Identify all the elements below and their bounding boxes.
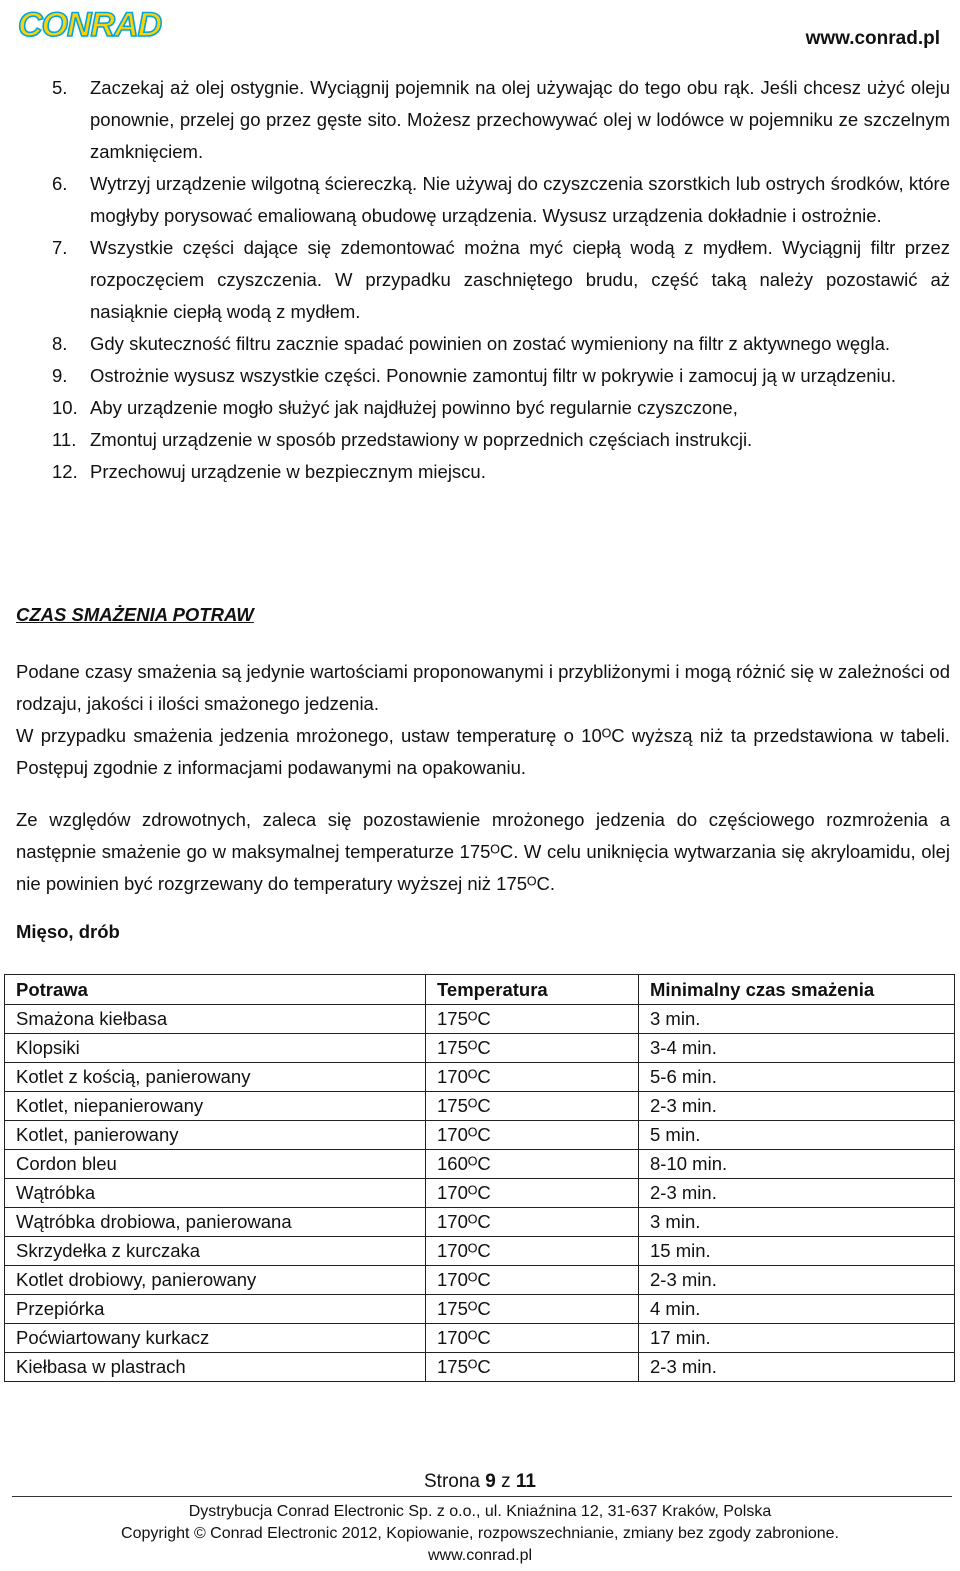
- cell-min-time: 17 min.: [639, 1324, 955, 1353]
- step-item: [16, 168, 950, 232]
- cell-min-time: 15 min.: [639, 1237, 955, 1266]
- step-item: [16, 392, 950, 424]
- cell-temperature: 170ᴼC: [426, 1063, 639, 1092]
- col-header-temperature: Temperatura: [426, 975, 639, 1005]
- step-item: [16, 328, 950, 360]
- health-paragraph: Ze względów zdrowotnych, zaleca się pozostawienie mrożonego jedzenia do częściowego rozmrożenia a następnie smażenie go w maksymalnej temperaturze 175ᴼC. W celu uniknięcia wytwarzania się akryloamidu, olej nie powinien być rozgrzewany do temperatury wyższej niż 175ᴼC.: [16, 809, 950, 894]
- cell-min-time: 5-6 min.: [639, 1063, 955, 1092]
- page-total: 11: [515, 1471, 536, 1492]
- cell-dish: Poćwiartowany kurkacz: [5, 1324, 426, 1353]
- cleaning-steps-list: [16, 72, 950, 488]
- table-row: [5, 1150, 955, 1179]
- cell-temperature: 170ᴼC: [426, 1179, 639, 1208]
- step-text: Wszystkie części dające się zdemontować można myć ciepłą wodą z mydłem. Wyciągnij filtr przez rozpoczęciem czyszczenia. W przypadku zaschniętego brudu, część taką należy pozostawić aż nasiąknie ciepłą wodą z mydłem.: [90, 237, 950, 322]
- cell-dish: Kotlet, panierowany: [5, 1121, 426, 1150]
- cell-dish: Kotlet z kością, panierowany: [5, 1063, 426, 1092]
- step-number: 9.: [52, 365, 68, 386]
- table-row: [5, 1121, 955, 1150]
- step-item: [16, 424, 950, 456]
- step-number: 12.: [52, 461, 78, 482]
- step-item: [16, 232, 950, 328]
- footer-url: www.conrad.pl: [427, 1547, 533, 1564]
- cell-min-time: 2-3 min.: [639, 1266, 955, 1295]
- cell-temperature: 160ᴼC: [426, 1150, 639, 1179]
- step-text: Przechowuj urządzenie w bezpiecznym miejscu.: [90, 461, 486, 482]
- cell-temperature: 170ᴼC: [426, 1121, 639, 1150]
- meat-poultry-heading: Mięso, drób: [16, 921, 120, 942]
- cell-min-time: 4 min.: [639, 1295, 955, 1324]
- cell-min-time: 2-3 min.: [639, 1353, 955, 1382]
- table-row: [5, 1179, 955, 1208]
- cell-dish: Smażona kiełbasa: [5, 1005, 426, 1034]
- step-text: Aby urządzenie mogło służyć jak najdłużej powinno być regularnie czyszczone,: [90, 397, 738, 418]
- page-sep: z: [501, 1471, 511, 1492]
- step-item: [16, 360, 950, 392]
- table-row: [5, 1092, 955, 1121]
- step-text: Gdy skuteczność filtru zacznie spadać powinien on zostać wymieniony na filtr z aktywnego węgla.: [90, 333, 890, 354]
- step-item: [16, 456, 950, 488]
- cell-min-time: 3-4 min.: [639, 1034, 955, 1063]
- cell-dish: Wątróbka drobiowa, panierowana: [5, 1208, 426, 1237]
- col-header-dish: Potrawa: [5, 975, 426, 1005]
- cell-dish: Skrzydełka z kurczaka: [5, 1237, 426, 1266]
- step-number: 7.: [52, 237, 68, 258]
- cell-temperature: 170ᴼC: [426, 1237, 639, 1266]
- cell-temperature: 170ᴼC: [426, 1266, 639, 1295]
- cell-dish: Wątróbka: [5, 1179, 426, 1208]
- step-number: 10.: [52, 397, 78, 418]
- step-text: Ostrożnie wysusz wszystkie części. Ponownie zamontuj filtr w pokrywie i zamocuj ją w urządzeniu.: [90, 365, 897, 386]
- step-number: 11.: [52, 429, 77, 450]
- cell-temperature: 175ᴼC: [426, 1092, 639, 1121]
- page-prefix: Strona: [424, 1471, 480, 1492]
- cell-min-time: 3 min.: [639, 1005, 955, 1034]
- table-row: [5, 1324, 955, 1353]
- cell-temperature: 175ᴼC: [426, 1005, 639, 1034]
- page-current: 9: [485, 1471, 496, 1492]
- cell-temperature: 175ᴼC: [426, 1353, 639, 1382]
- cell-min-time: 2-3 min.: [639, 1179, 955, 1208]
- step-item: [16, 72, 950, 168]
- table-row: [5, 1266, 955, 1295]
- step-text: Wytrzyj urządzenie wilgotną ściereczką. Nie używaj do czyszczenia szorstkich lub ostrych środków, które mogłyby porysować emaliowaną obudowę urządzenia. Wysusz urządzenia dokładnie i ostrożnie.: [90, 173, 950, 226]
- cell-dish: Cordon bleu: [5, 1150, 426, 1179]
- cell-dish: Kotlet, niepanierowany: [5, 1092, 426, 1121]
- step-number: 6.: [52, 173, 68, 194]
- table-row: [5, 1353, 955, 1382]
- header-site-url: www.conrad.pl: [805, 28, 940, 49]
- table-row: [5, 1295, 955, 1324]
- cell-temperature: 170ᴼC: [426, 1208, 639, 1237]
- step-text: Zmontuj urządzenie w sposób przedstawiony w poprzednich częściach instrukcji.: [90, 429, 753, 450]
- col-header-min-time: Minimalny czas smażenia: [639, 975, 955, 1005]
- cell-min-time: 2-3 min.: [639, 1092, 955, 1121]
- table-header-row: [5, 975, 955, 1005]
- step-number: 5.: [52, 77, 68, 98]
- cell-temperature: 175ᴼC: [426, 1034, 639, 1063]
- cell-temperature: 170ᴼC: [426, 1324, 639, 1353]
- frozen-food-paragraph: W przypadku smażenia jedzenia mrożonego, ustaw temperaturę o 10ᴼC wyższą niż ta przedstawiona w tabeli. Postępuj zgodnie z informacjami podawanymi na opakowaniu.: [16, 725, 950, 778]
- table-row: [5, 1063, 955, 1092]
- logo-text: CONRAD: [18, 6, 162, 44]
- cell-min-time: 5 min.: [639, 1121, 955, 1150]
- cell-dish: Kiełbasa w plastrach: [5, 1353, 426, 1382]
- cell-dish: Kotlet drobiowy, panierowany: [5, 1266, 426, 1295]
- page-number: [0, 1471, 960, 1493]
- table-row: [5, 1237, 955, 1266]
- footer-address: Dystrybucja Conrad Electronic Sp. z o.o., ul. Kniaźnina 12, 31-637 Kraków, Polska: [188, 1503, 772, 1520]
- cell-temperature: 175ᴼC: [426, 1295, 639, 1324]
- intro-paragraph: Podane czasy smażenia są jedynie wartościami proponowanymi i przybliżonymi i mogą różnić się w zależności od rodzaju, jakości i ilości smażonego jedzenia.: [16, 661, 950, 714]
- conrad-logo: [16, 2, 176, 44]
- cell-dish: Klopsiki: [5, 1034, 426, 1063]
- frying-times-table: [4, 974, 955, 1382]
- step-number: 8.: [52, 333, 68, 354]
- footer-divider: [12, 1496, 952, 1497]
- section-heading: CZAS SMAŻENIA POTRAW: [16, 604, 254, 625]
- step-text: Zaczekaj aż olej ostygnie. Wyciągnij pojemnik na olej używając do tego obu rąk. Jeśli chcesz użyć oleju ponownie, przelej go przez gęste sito. Możesz przechowywać olej w lodówce w pojemniku ze szczelnym zamknięciem.: [90, 77, 950, 162]
- cell-dish: Przepiórka: [5, 1295, 426, 1324]
- table-row: [5, 1005, 955, 1034]
- cell-min-time: 3 min.: [639, 1208, 955, 1237]
- cell-min-time: 8-10 min.: [639, 1150, 955, 1179]
- table-row: [5, 1208, 955, 1237]
- footer-copyright: Copyright © Conrad Electronic 2012, Kopiowanie, rozpowszechnianie, zmiany bez zgody zabronione.: [121, 1525, 839, 1542]
- table-row: [5, 1034, 955, 1063]
